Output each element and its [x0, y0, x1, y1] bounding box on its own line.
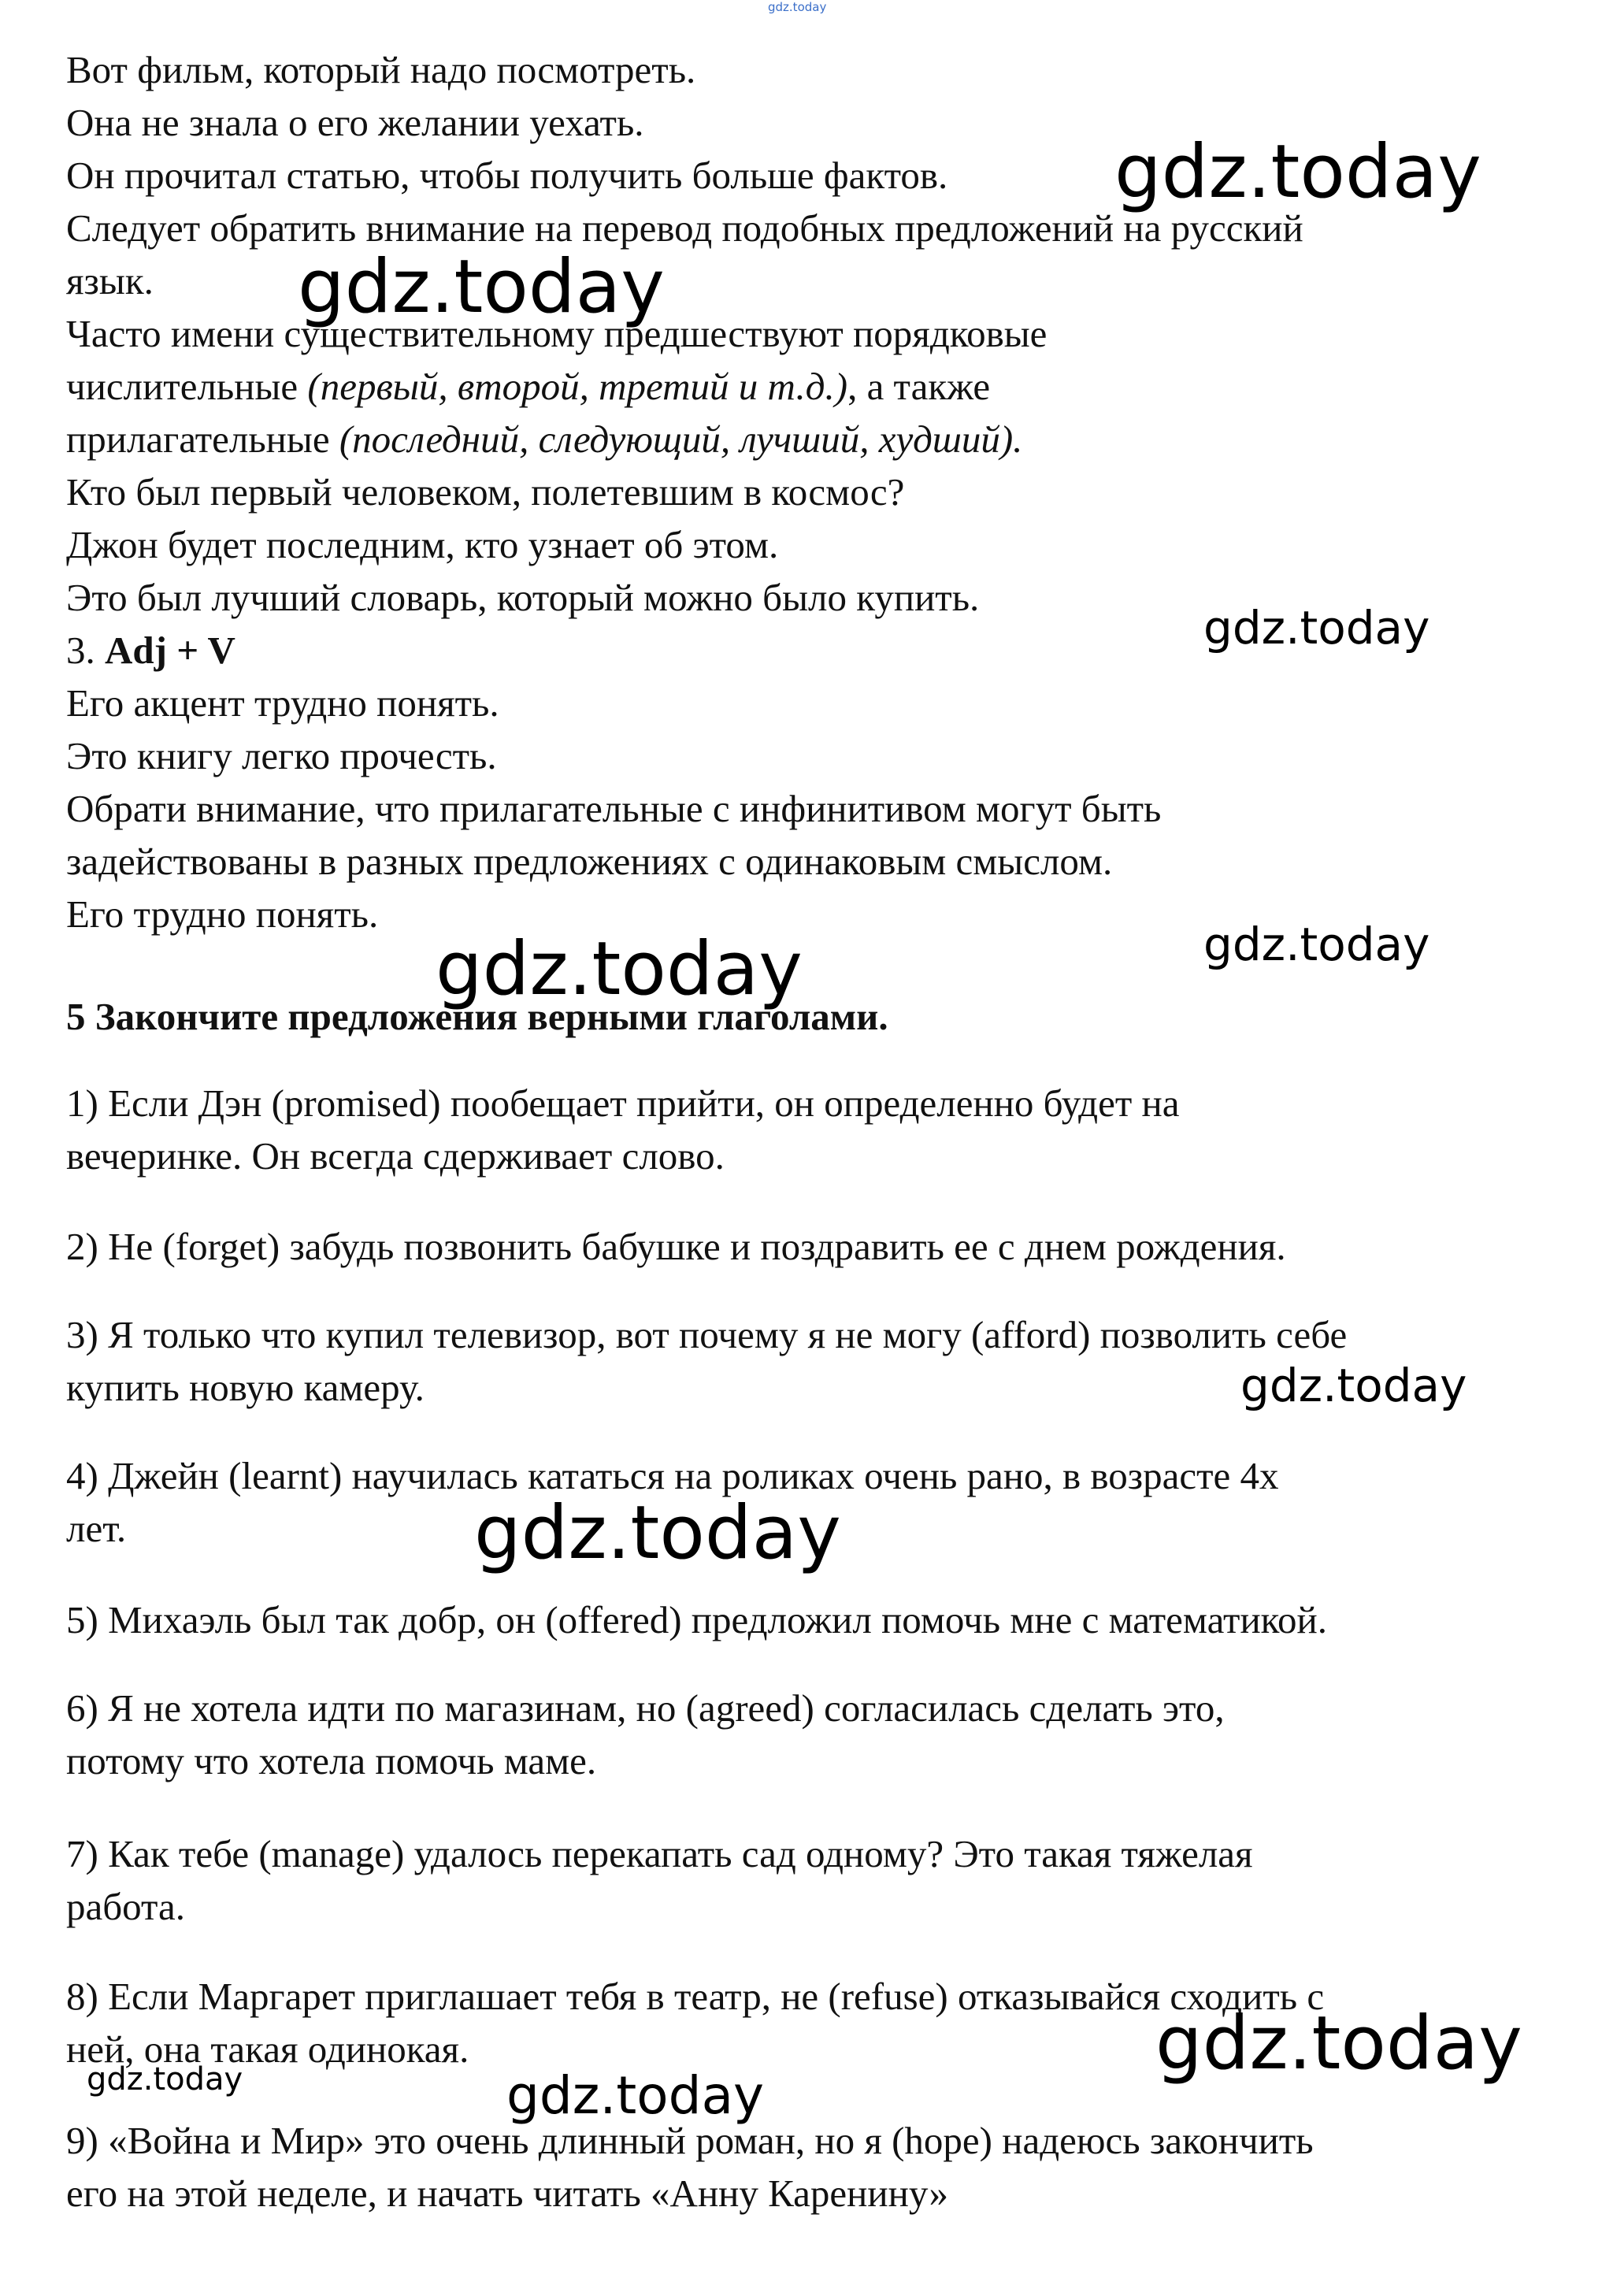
section-title: Adj + V: [105, 629, 235, 672]
exercise-item-1: 1) Если Дэн (promised) пообещает прийти, он определенно будет на: [66, 1081, 1180, 1125]
exercise-item-6-cont: потому что хотела помочь маме.: [66, 1739, 597, 1782]
text-line: [66, 364, 990, 410]
watermark-top: gdz.today: [768, 0, 827, 14]
section-heading: [66, 628, 235, 673]
text-line: [66, 417, 1022, 462]
exercise-item-5: 5) Михаэль был так добр, он (offered) предложил помочь мне с математикой.: [66, 1598, 1327, 1641]
watermark: gdz.today: [436, 926, 803, 1012]
text-run: прилагательные: [66, 417, 330, 461]
watermark: gdz.today: [474, 1490, 841, 1576]
text-run: числительные: [66, 365, 298, 408]
exercise-item-3-cont: купить новую камеру.: [66, 1366, 425, 1409]
exercise-item-2: 2) Не (forget) забудь позвонить бабушке и поздравить ее с днем рождения.: [66, 1225, 1286, 1268]
exercise-item-9: 9) «Война и Мир» это очень длинный роман, но я (hope) надеюсь закончить: [66, 2119, 1314, 2162]
watermark: gdz.today: [1114, 129, 1481, 215]
text-line: Часто имени существительному предшествуют порядковые: [66, 312, 1048, 355]
watermark: gdz.today: [298, 244, 665, 330]
exercise-item-1-cont: вечеринке. Он всегда сдерживает слово.: [66, 1134, 725, 1178]
examples-ordinals: (первый, второй, третий и т.д.): [307, 365, 848, 408]
examples-adjectives: (последний, следующий, лучший, худший).: [339, 417, 1023, 461]
text-line: Она не знала о его желании уехать.: [66, 101, 644, 144]
text-line: Следует обратить внимание на перевод подобных предложений на русский: [66, 206, 1303, 250]
watermark: gdz.today: [1203, 918, 1430, 971]
exercise-item-7-cont: работа.: [66, 1885, 186, 1928]
text-line: Джон будет последним, кто узнает об этом.: [66, 523, 779, 566]
exercise-title: 5 Закончите предложения верными глаголами.: [66, 995, 888, 1038]
section-number: 3.: [66, 629, 95, 672]
text-line: язык.: [66, 259, 154, 302]
watermark: gdz.today: [1240, 1359, 1467, 1412]
exercise-item-6: 6) Я не хотела идти по магазинам, но (agreed) согласилась сделать это,: [66, 1686, 1225, 1730]
exercise-item-8: 8) Если Маргарет приглашает тебя в театр, не (refuse) отказывайся сходить с: [66, 1975, 1325, 2018]
watermark: gdz.today: [506, 2065, 765, 2126]
exercise-item-4: 4) Джейн (learnt) научилась кататься на роликах очень рано, в возрасте 4х: [66, 1454, 1279, 1497]
watermark: gdz.today: [87, 2061, 243, 2098]
exercise-item-7: 7) Как тебе (manage) удалось перекапать сад одному? Это такая тяжелая: [66, 1832, 1253, 1875]
watermark: gdz.today: [1203, 601, 1430, 655]
text-run: , а также: [847, 365, 991, 408]
text-line: Это книгу легко прочесть.: [66, 734, 497, 777]
text-line: Кто был первый человеком, полетевшим в космос?: [66, 470, 905, 514]
exercise-item-3: 3) Я только что купил телевизор, вот почему я не могу (afford) позволить себе: [66, 1313, 1348, 1356]
exercise-item-4-cont: лет.: [66, 1507, 127, 1550]
text-line: Его акцент трудно понять.: [66, 681, 499, 725]
text-line: Это был лучший словарь, который можно было купить.: [66, 576, 980, 619]
text-line: Обрати внимание, что прилагательные с инфинитивом могут быть: [66, 787, 1162, 830]
text-line: Его трудно понять.: [66, 892, 379, 936]
text-line: Вот фильм, который надо посмотреть.: [66, 48, 696, 91]
text-line: задействованы в разных предложениях с одинаковым смыслом.: [66, 840, 1113, 883]
text-line: Он прочитал статью, чтобы получить больше фактов.: [66, 154, 948, 197]
watermark: gdz.today: [1155, 2001, 1522, 2086]
exercise-item-8-cont: ней, она такая одинокая.: [66, 2027, 469, 2071]
exercise-item-9-cont: его на этой неделе, и начать читать «Анну Каренину»: [66, 2172, 949, 2215]
